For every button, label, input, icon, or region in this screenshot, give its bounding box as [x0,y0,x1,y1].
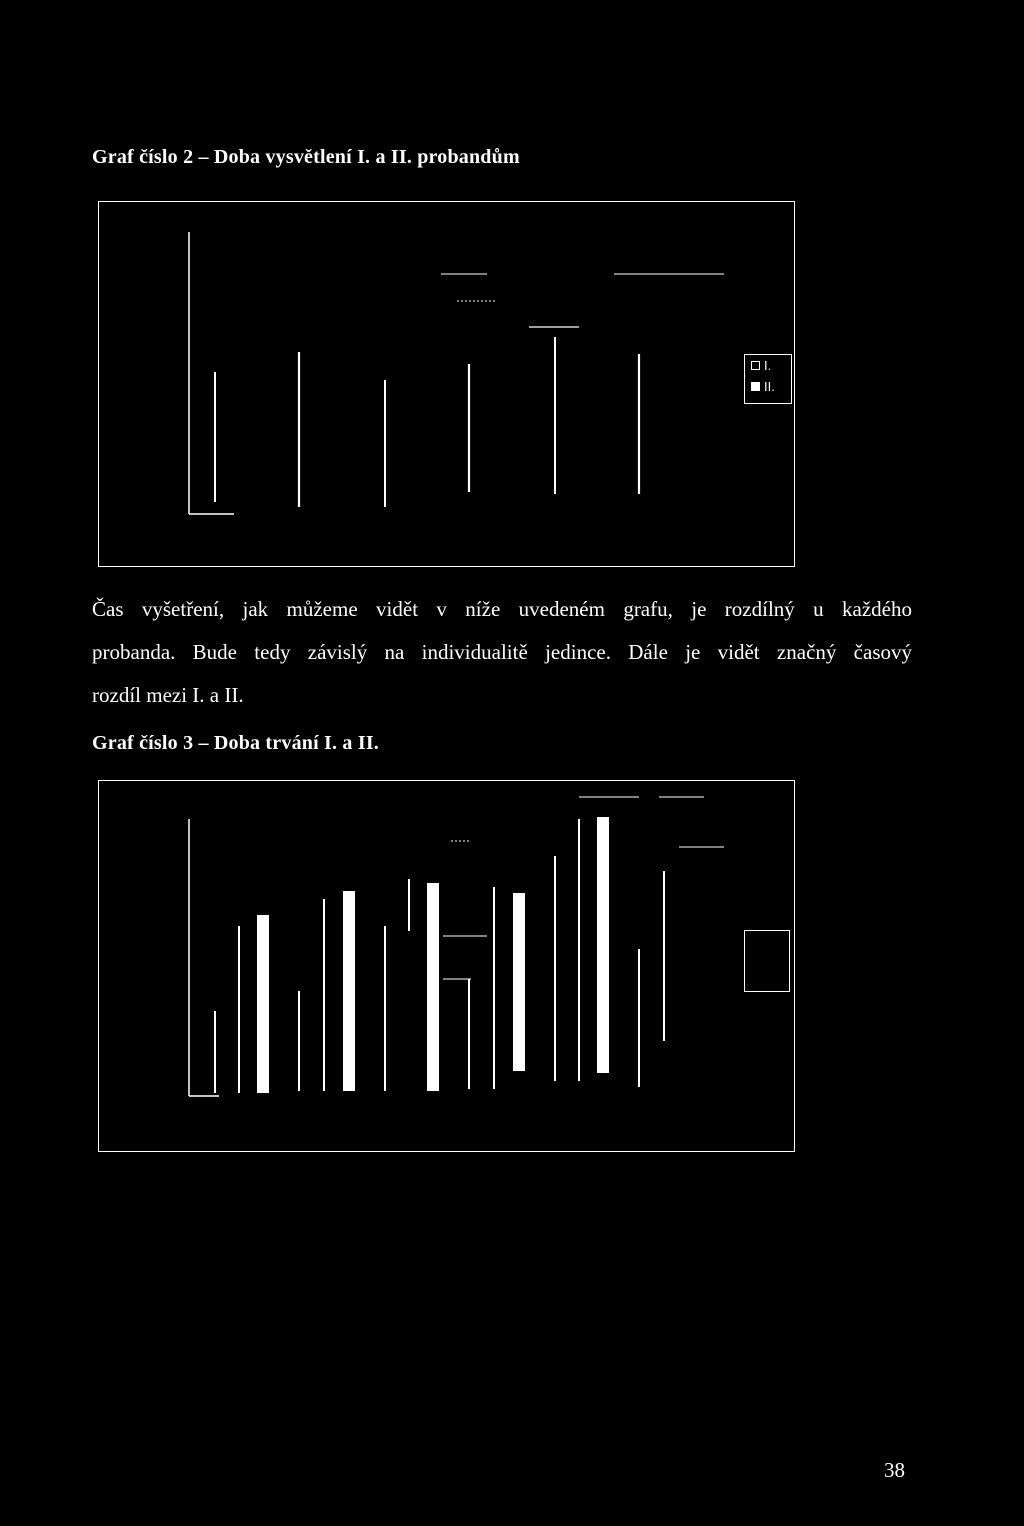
graph-2-caption: Graf číslo 2 – Doba vysvětlení I. a II. probandům [92,146,520,168]
graph-3-legend [744,930,790,992]
graph-2-chart [98,201,795,567]
legend-item-ii [745,376,791,397]
paragraph-line: Čas vyšetření, jak můžeme vidět v níže uvedeném grafu, je rozdílný u každého [92,597,912,621]
page-number: 38 [884,1458,905,1482]
paragraph-line: rozdíl mezi I. a II. [92,683,244,707]
graph-3-bar-ii [427,883,439,1091]
graph-3-bar-ii [343,891,355,1091]
graph-3-plot [99,781,796,1153]
body-paragraph [92,588,912,717]
legend-label-ii: II. [764,379,775,394]
graph-3-bar-ii [597,817,609,1073]
graph-2-plot [99,202,796,568]
graph-2-legend [744,354,792,404]
legend-item-i [745,355,791,376]
graph-3-caption: Graf číslo 3 – Doba trvání I. a II. [92,732,379,754]
graph-3-chart [98,780,795,1152]
paragraph-line: probanda. Bude tedy závislý na individualitě jedince. Dále je vidět značný časový [92,640,912,664]
hollow-square-icon [751,361,760,370]
graph-3-bar-ii [513,893,525,1071]
filled-square-icon [751,382,760,391]
graph-3-bar-ii [257,915,269,1093]
legend-label-i: I. [764,358,772,373]
